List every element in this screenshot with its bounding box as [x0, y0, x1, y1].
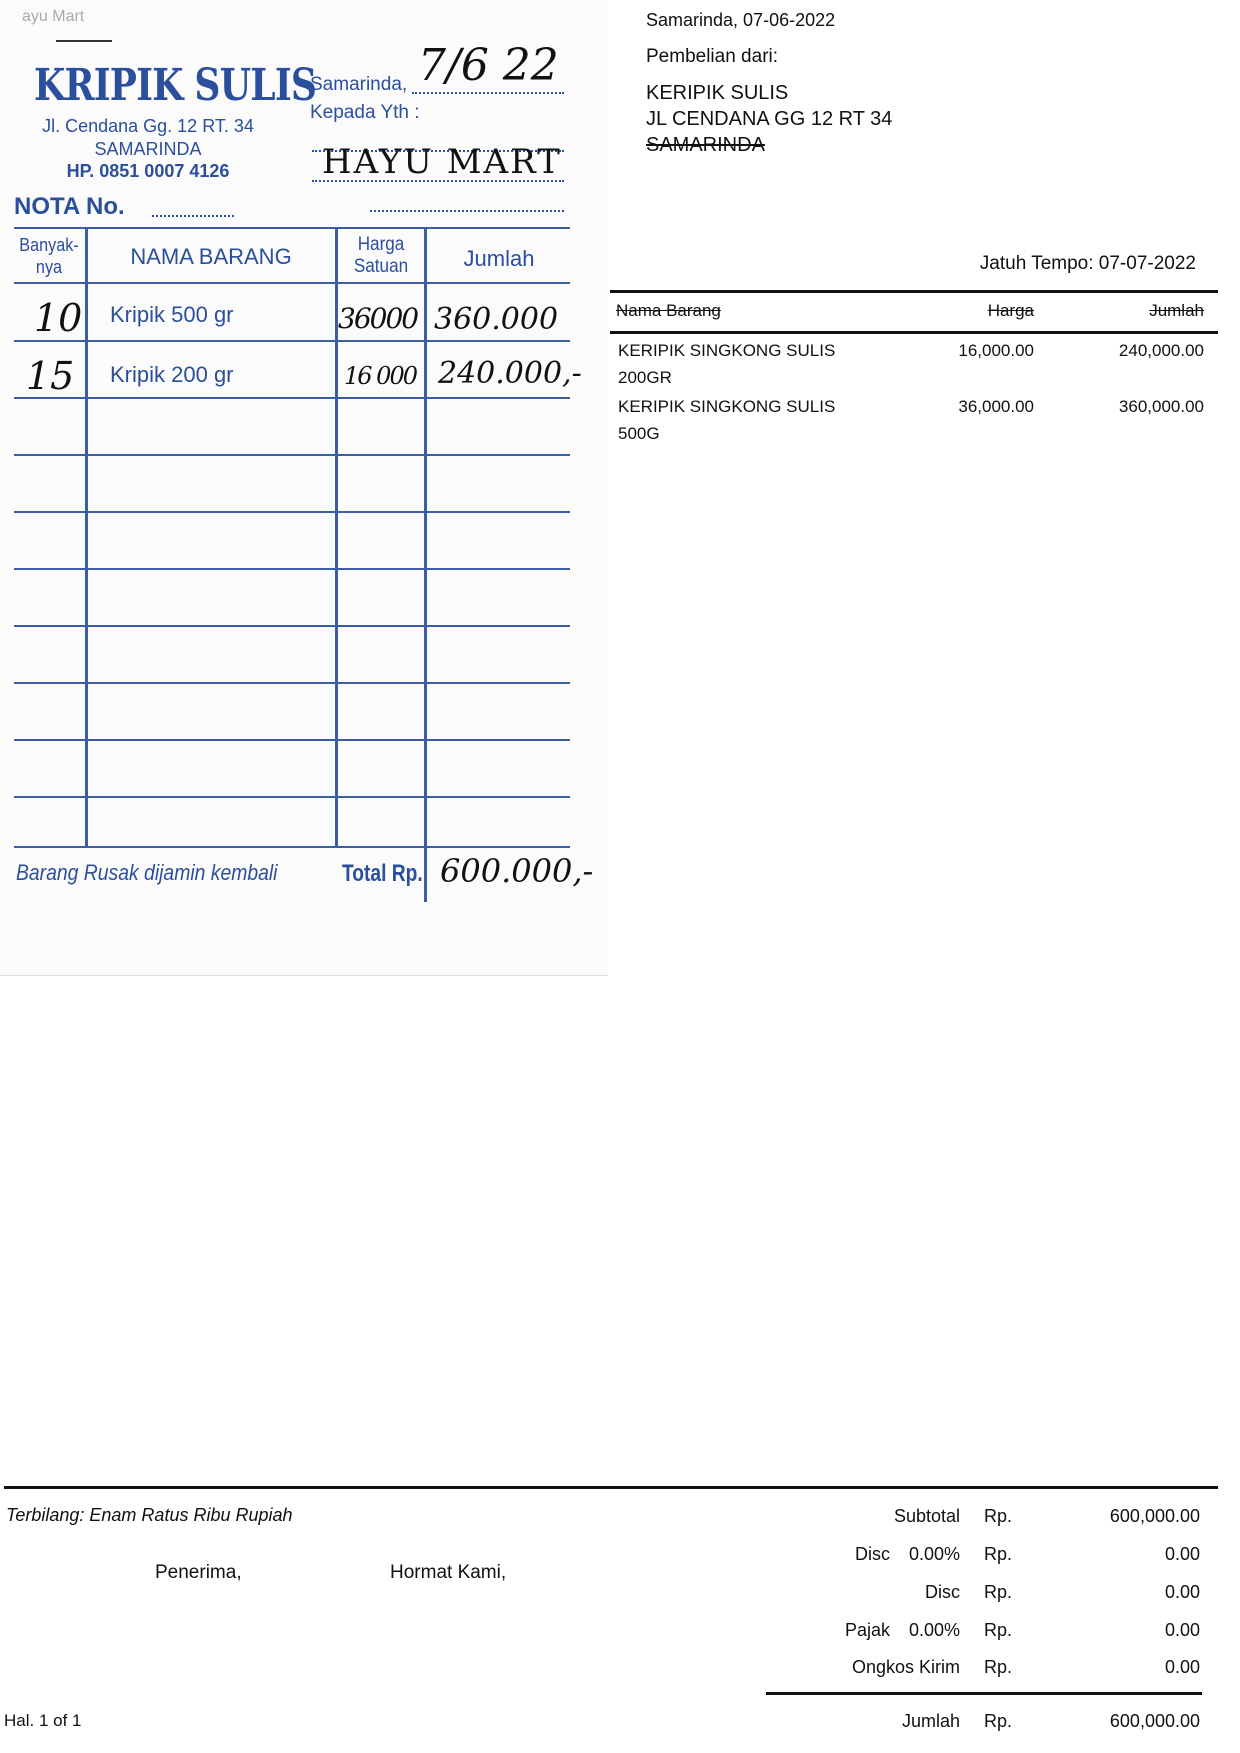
total-label: Total Rp.	[342, 860, 423, 887]
recipient-label: Kepada Yth :	[310, 102, 420, 123]
row-name: Kripik 500 gr	[110, 302, 234, 327]
row-price: 16 000	[344, 362, 416, 390]
row-qty: 15	[26, 354, 75, 398]
item-name-line2: 200GR	[618, 368, 672, 387]
receiver-label: Penerima,	[155, 1562, 242, 1583]
header-total: Jumlah	[463, 246, 535, 271]
shipping-label: Ongkos Kirim	[851, 1657, 960, 1677]
place-label: Samarinda,	[310, 74, 408, 95]
disc-pct: 0.00%	[908, 1544, 960, 1564]
invoice-date: Samarinda, 07-06-2022	[646, 10, 836, 30]
row-price: 36000	[338, 302, 418, 335]
row-total: 360.000	[434, 302, 559, 337]
paper-receipt	[0, 0, 608, 976]
table-row-line	[14, 511, 570, 513]
tax-label: Pajak	[844, 1620, 890, 1640]
table-row-line	[14, 625, 570, 627]
row-qty: 10	[34, 296, 83, 340]
table-col-divider	[424, 227, 427, 902]
item-name-line1: KERIPIK SINGKONG SULIS	[618, 397, 836, 416]
col-name-header: Nama Barang	[616, 301, 721, 320]
tax-pct: 0.00%	[908, 1620, 960, 1640]
table-top-line	[14, 227, 570, 229]
purchase-from-label: Pembelian dari:	[646, 46, 779, 67]
col-price-header: Harga	[987, 301, 1034, 320]
disc-pct-value: 0.00	[1164, 1544, 1200, 1564]
table-row-line	[14, 682, 570, 684]
nota-label: NOTA No.	[14, 193, 125, 220]
header-name: NAMA BARANG	[130, 244, 292, 269]
footer-top-rule	[4, 1486, 1218, 1489]
table-header-line	[14, 282, 570, 284]
sender-label: Hormat Kami,	[390, 1562, 507, 1583]
table-col-divider	[85, 227, 88, 848]
grand-total-rule	[766, 1692, 1202, 1695]
nota-dotted-line	[152, 213, 234, 217]
disc-label: Disc	[925, 1582, 960, 1602]
supplier-name: KERIPIK SULIS	[646, 82, 789, 104]
table-bottom-line	[14, 846, 570, 848]
header-qty: Banyak-nya	[19, 235, 79, 277]
disc-value: 0.00	[1164, 1582, 1200, 1602]
due-date: Jatuh Tempo: 07-07-2022	[979, 253, 1196, 274]
col-amount-header: Jumlah	[1149, 301, 1204, 320]
shipping-value: 0.00	[1164, 1657, 1200, 1677]
item-amount: 240,000.00	[1118, 341, 1204, 360]
brand-logo: KRIPIK SULIS	[34, 60, 317, 111]
subtotal-label: Subtotal	[893, 1506, 960, 1526]
supplier-address: JL CENDANA GG 12 RT 34	[646, 108, 893, 130]
table-row-line	[14, 568, 570, 570]
table-row-line	[14, 397, 570, 399]
amount-in-words-label: Terbilang:	[6, 1505, 85, 1525]
stray-text: ayu Mart	[22, 8, 85, 25]
currency-label: Rp.	[984, 1506, 1013, 1526]
date-handwritten: 7/6 22	[418, 40, 559, 91]
table-row-line	[14, 340, 570, 342]
currency-label: Rp.	[984, 1582, 1013, 1602]
subtotal-value: 600,000.00	[1109, 1506, 1200, 1526]
recipient-handwritten: HAYU MART	[322, 142, 562, 182]
shop-city: SAMARINDA	[94, 139, 202, 159]
currency-label: Rp.	[984, 1657, 1013, 1677]
item-amount: 360,000.00	[1118, 397, 1204, 416]
item-name-line2: 500G	[618, 424, 660, 443]
table-row-line	[14, 796, 570, 798]
grand-total-label: Jumlah	[901, 1711, 960, 1731]
row-name: Kripik 200 gr	[110, 362, 234, 387]
nota-dotted-line-right	[370, 208, 564, 212]
currency-label: Rp.	[984, 1620, 1013, 1640]
table-row-line	[14, 454, 570, 456]
total-handwritten: 600.000,-	[440, 852, 594, 890]
amount-in-words-value: Enam Ratus Ribu Rupiah	[89, 1505, 293, 1525]
grand-total-value: 600,000.00	[1109, 1711, 1200, 1731]
disc-pct-label: Disc	[855, 1544, 890, 1564]
item-name-line1: KERIPIK SINGKONG SULIS	[618, 341, 836, 360]
row-total: 240.000,-	[438, 356, 582, 391]
header-price: Harga Satuan	[353, 234, 409, 277]
table-row-line	[14, 739, 570, 741]
items-header-rule	[610, 331, 1218, 334]
tax-value: 0.00	[1164, 1620, 1200, 1640]
shop-address: Jl. Cendana Gg. 12 RT. 34	[42, 116, 254, 136]
amount-in-words	[6, 1505, 293, 1526]
item-price: 16,000.00	[958, 341, 1034, 360]
page-number: Hal. 1 of 1	[4, 1711, 82, 1730]
items-top-rule	[610, 290, 1218, 293]
shop-phone: HP. 0851 0007 4126	[66, 161, 230, 181]
guarantee-note: Barang Rusak dijamin kembali	[16, 860, 278, 885]
currency-label: Rp.	[984, 1544, 1013, 1564]
currency-label: Rp.	[984, 1711, 1013, 1731]
item-price: 36,000.00	[958, 397, 1034, 416]
pen-mark	[56, 40, 112, 42]
supplier-city: SAMARINDA	[646, 134, 765, 156]
